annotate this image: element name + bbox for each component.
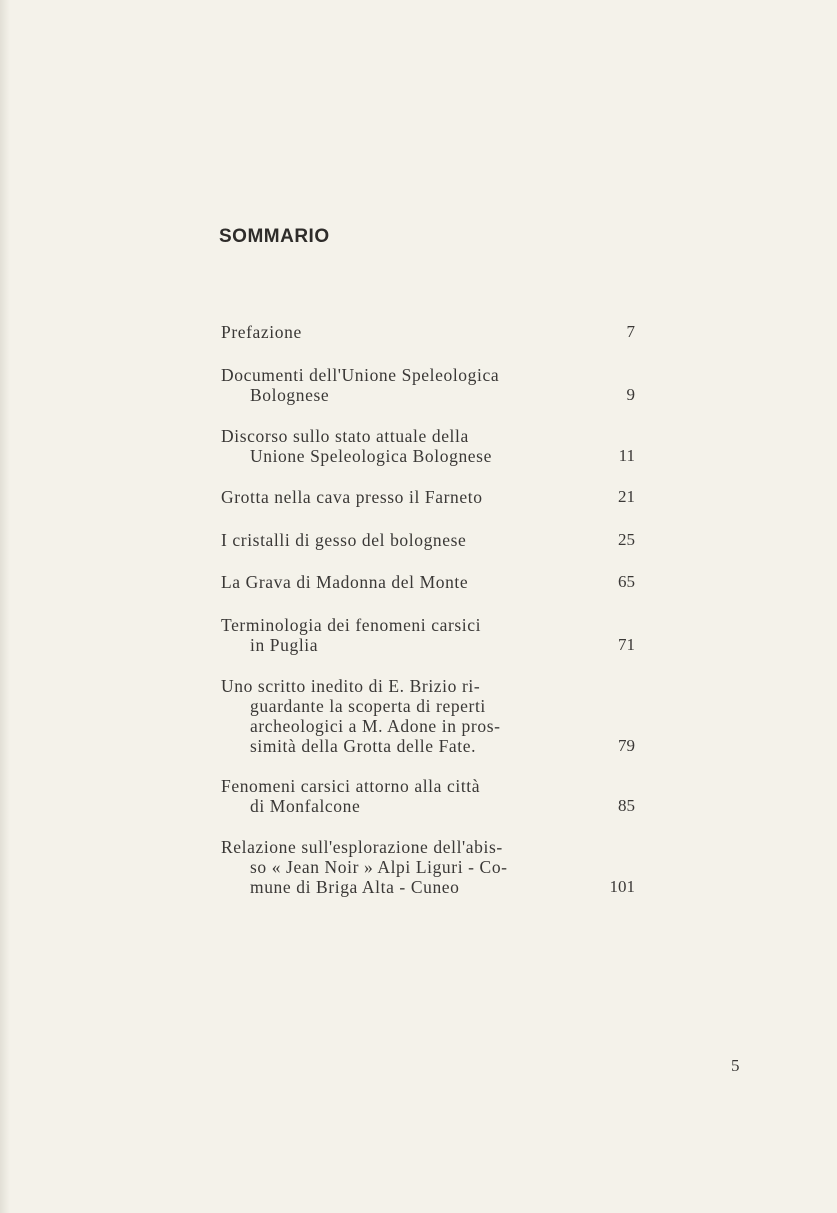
toc-entry-line: Grotta nella cava presso il Farneto — [221, 487, 483, 507]
toc-entry-line: Terminologia dei fenomeni carsici — [221, 615, 482, 635]
toc-entry-page: 21 — [618, 487, 635, 506]
toc-entry-page: 101 — [609, 877, 635, 896]
toc-entry-title — [221, 426, 551, 466]
toc-entry-title — [221, 365, 551, 405]
toc-entry-page: 9 — [626, 385, 635, 404]
toc-entry-line: Bolognese — [250, 385, 330, 405]
toc-entry-page: 25 — [618, 530, 635, 549]
toc-entry-title — [221, 676, 551, 756]
toc-entry-line: mune di Briga Alta - Cuneo — [250, 877, 460, 897]
toc-entry-title — [221, 487, 551, 507]
toc-entry-title — [221, 322, 551, 342]
toc-entry-line: La Grava di Madonna del Monte — [221, 572, 469, 592]
toc-entry-line: archeologici a M. Adone in pros- — [250, 716, 501, 736]
toc-entry-line: guardante la scoperta di reperti — [250, 696, 486, 716]
toc-entry — [221, 365, 641, 405]
toc-entry-title — [221, 837, 551, 897]
toc-entry-title — [221, 615, 551, 655]
page-number: 5 — [731, 1056, 740, 1075]
toc-entry — [221, 572, 641, 592]
toc-entry-line: simità della Grotta delle Fate. — [250, 736, 477, 756]
toc-entry — [221, 837, 641, 897]
toc-entry — [221, 776, 641, 816]
toc-entry — [221, 676, 641, 756]
toc-entry-line: di Monfalcone — [250, 796, 361, 816]
toc-entry-line: so « Jean Noir » Alpi Liguri - Co- — [250, 857, 508, 877]
toc-entry-line: Relazione sull'esplorazione dell'abis- — [221, 837, 503, 857]
toc-entry-line: I cristalli di gesso del bolognese — [221, 530, 467, 550]
toc-entry-page: 79 — [618, 736, 635, 755]
toc-entry-line: in Puglia — [250, 635, 319, 655]
toc-entry-page: 11 — [618, 446, 635, 465]
toc-entry-line: Documenti dell'Unione Speleologica — [221, 365, 500, 385]
toc-entry-line: Prefazione — [221, 322, 302, 342]
toc-entry-title — [221, 776, 551, 816]
toc-entry-page: 85 — [618, 796, 635, 815]
toc-entry — [221, 426, 641, 466]
toc-entry-title — [221, 572, 551, 592]
toc-entry — [221, 615, 641, 655]
toc-entry — [221, 530, 641, 550]
toc-entry — [221, 487, 641, 507]
page-title: SOMMARIO — [219, 226, 330, 247]
toc-entry-line: Fenomeni carsici attorno alla città — [221, 776, 481, 796]
toc-entry-page: 65 — [618, 572, 635, 591]
toc-entry-line: Unione Speleologica Bolognese — [250, 446, 492, 466]
toc-entry-page: 71 — [618, 635, 635, 654]
toc-entry — [221, 322, 641, 342]
toc-entry-page: 7 — [626, 322, 635, 341]
toc-entry-title — [221, 530, 551, 550]
toc-entry-line: Uno scritto inedito di E. Brizio ri- — [221, 676, 481, 696]
toc-entry-line: Discorso sullo stato attuale della — [221, 426, 469, 446]
